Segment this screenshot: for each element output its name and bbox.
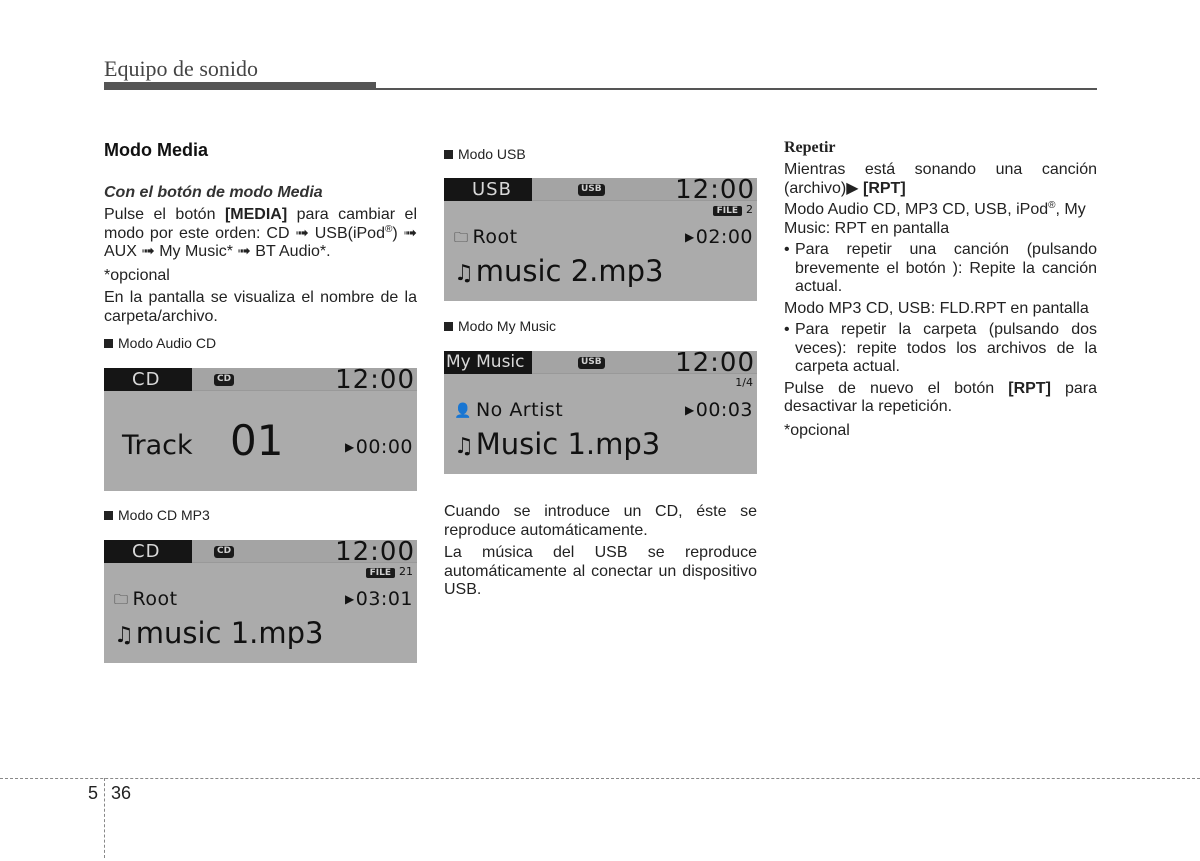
folder-name: 🗀 Root bbox=[454, 226, 518, 251]
optional-note: *opcional bbox=[784, 421, 850, 439]
display-clock: 12:00 bbox=[335, 368, 415, 395]
caption-usb: Modo USB bbox=[444, 146, 526, 162]
display-clock: 12:00 bbox=[335, 540, 415, 567]
footer-rule bbox=[0, 778, 1200, 779]
display-mode-label: CD bbox=[104, 540, 192, 563]
folder-icon: 🗀 bbox=[454, 230, 469, 246]
page-number: 36 bbox=[111, 783, 132, 803]
song-name: ♫Music 1.mp3 bbox=[454, 427, 661, 461]
cd-chip-icon: CD bbox=[214, 546, 234, 558]
display-time: ▶00:00 bbox=[345, 436, 413, 458]
display-usb bbox=[444, 178, 757, 301]
play-icon: ▶ bbox=[685, 403, 695, 417]
bullet-repeat-folder: • Para repetir la carpeta (pulsando dos veces): repite todos los archivos de la carpeta actual. bbox=[784, 321, 1097, 377]
track-counter: 1/4 bbox=[735, 376, 753, 389]
display-audio-cd bbox=[104, 368, 417, 491]
repeat-modes: Modo Audio CD, MP3 CD, USB, iPod®, My Music: RPT en pantalla bbox=[784, 200, 1086, 237]
person-icon: 👤 bbox=[454, 403, 472, 419]
paragraph-usb-autoplay: La música del USB se reproduce automáticamente al conectar un dispositivo USB. bbox=[444, 544, 757, 598]
artist-name: 👤 No Artist bbox=[454, 399, 564, 421]
file-counter: FILE 21 bbox=[366, 565, 413, 578]
display-cd-mp3 bbox=[104, 540, 417, 663]
display-mode-label: USB bbox=[444, 178, 532, 201]
page-header-title: Equipo de sonido bbox=[104, 56, 258, 81]
display-time: ▶02:00 bbox=[685, 226, 753, 248]
repeat-deactivate: Pulse de nuevo el botón [RPT] para desactivar la repetición. bbox=[784, 379, 1097, 415]
folder-name: 🗀 Root bbox=[114, 588, 178, 613]
music-note-icon: ♫ bbox=[114, 623, 134, 648]
play-icon: ▶ bbox=[345, 440, 355, 454]
caption-my-music: Modo My Music bbox=[444, 318, 556, 334]
folder-icon: 🗀 bbox=[114, 592, 129, 608]
cd-chip-icon: CD bbox=[214, 374, 234, 386]
music-note-icon: ♫ bbox=[454, 434, 474, 459]
display-my-music bbox=[444, 351, 757, 474]
paragraph-cd-autoplay: Cuando se introduce un CD, éste se reproduce automáticamente. bbox=[444, 503, 757, 539]
arrow-right-icon: ▶ bbox=[846, 179, 859, 197]
caption-cd-mp3: Modo CD MP3 bbox=[104, 507, 210, 523]
repeat-folder-modes: Modo MP3 CD, USB: FLD.RPT en pantalla bbox=[784, 299, 1089, 317]
bullet-repeat-song: • Para repetir una canción (pulsando brevemente el botón ): Repite la canción actual. bbox=[784, 241, 1097, 297]
music-note-icon: ♫ bbox=[454, 261, 474, 286]
display-time: ▶03:01 bbox=[345, 588, 413, 610]
display-clock: 12:00 bbox=[675, 178, 755, 205]
repeat-section bbox=[784, 161, 1097, 440]
chapter-number: 5 bbox=[88, 783, 99, 803]
file-icon: FILE bbox=[713, 206, 742, 216]
display-mode-label: My Music bbox=[444, 351, 532, 374]
track-number: 01 bbox=[230, 416, 284, 465]
song-name: ♫music 1.mp3 bbox=[114, 616, 324, 650]
usb-chip-icon: USB bbox=[578, 184, 605, 196]
file-counter: FILE 2 bbox=[713, 203, 753, 216]
repeat-title: Repetir bbox=[784, 139, 836, 156]
paragraph-media-order: Pulse el botón [MEDIA] para cambiar el modo por este orden: CD ➟ USB(iPod®) ➟ AUX ➟ My Music* ➟ BT Audio*. bbox=[104, 206, 417, 260]
file-icon: FILE bbox=[366, 568, 395, 578]
usb-chip-icon: USB bbox=[578, 357, 605, 369]
display-mode-label: CD bbox=[104, 368, 192, 391]
caption-audio-cd: Modo Audio CD bbox=[104, 335, 216, 351]
footer-divider bbox=[104, 778, 105, 858]
subheading: Con el botón de modo Media bbox=[104, 184, 323, 201]
track-label: Track bbox=[122, 430, 193, 461]
optional-note: *opcional bbox=[104, 267, 170, 284]
section-heading: Modo Media bbox=[104, 140, 208, 160]
paragraph-display-info: En la pantalla se visualiza el nombre de la carpeta/archivo. bbox=[104, 289, 417, 325]
play-icon: ▶ bbox=[685, 230, 695, 244]
display-clock: 12:00 bbox=[675, 351, 755, 378]
display-time: ▶00:03 bbox=[685, 399, 753, 421]
song-name: ♫music 2.mp3 bbox=[454, 254, 664, 288]
play-icon: ▶ bbox=[345, 592, 355, 606]
repeat-intro: Mientras está sonando una canción (archivo)▶ [RPT] bbox=[784, 161, 1097, 197]
header-rule bbox=[104, 88, 1097, 90]
